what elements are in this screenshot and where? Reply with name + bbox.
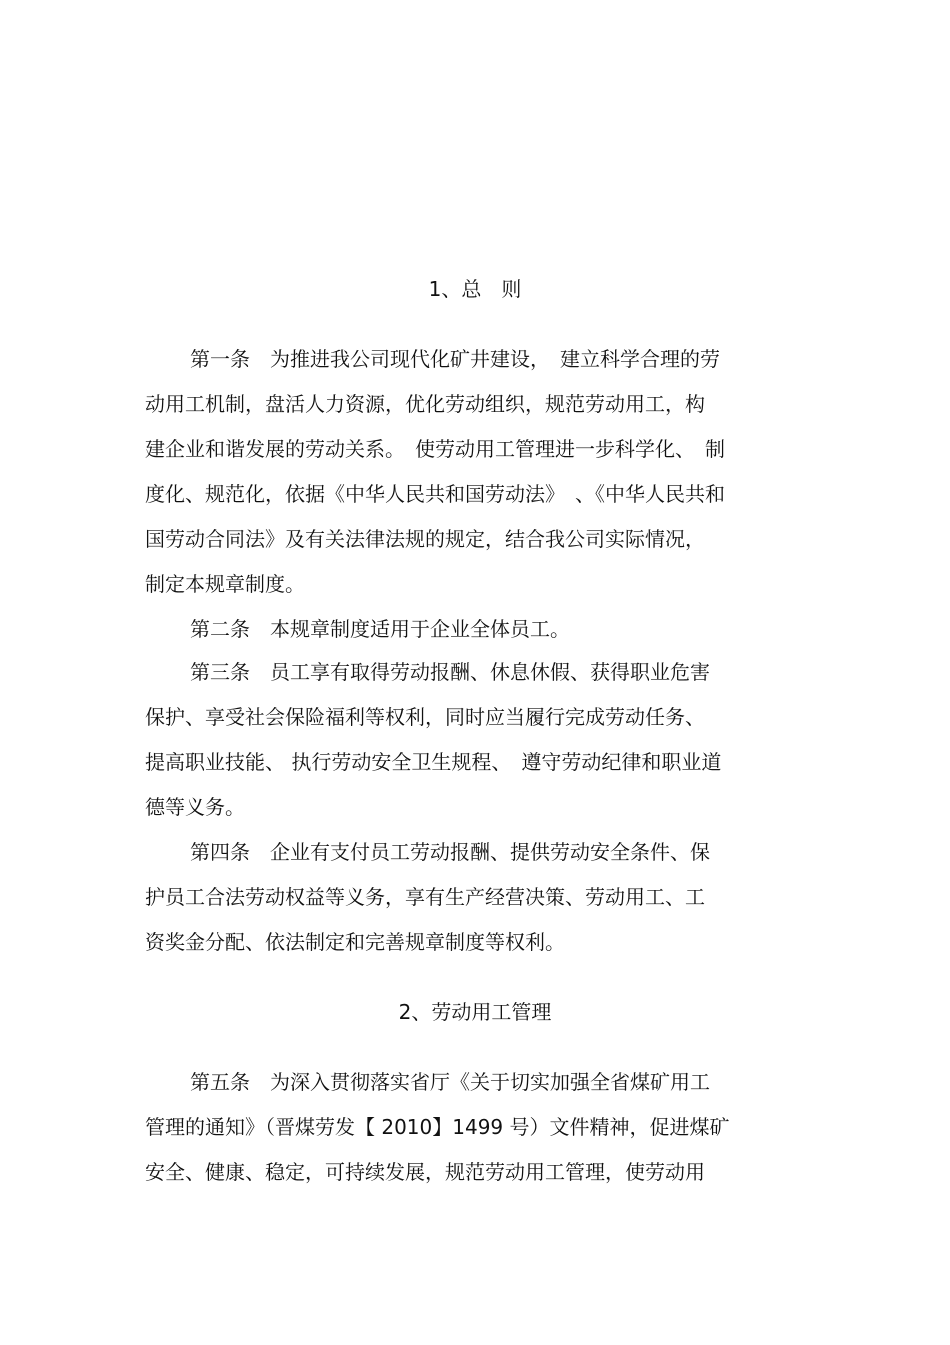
article-3-line-3: 提高职业技能、 执行劳动安全卫生规程、 遵守劳动纪律和职业道	[145, 750, 722, 774]
article-1-line-3: 建企业和谐发展的劳动关系。 使劳动用工管理进一步科学化、 制	[145, 437, 725, 461]
article-1-line-6: 制定本规章制度。	[145, 572, 305, 596]
article-1-line-2: 动用工机制，盘活人力资源，优化劳动组织，规范劳动用工，构	[145, 392, 705, 416]
article-3-line-2: 保护、享受社会保险福利等权利，同时应当履行完成劳动任务、	[145, 705, 705, 729]
article-1-line-1: 第一条 为推进我公司现代化矿井建设， 建立科学合理的劳	[190, 347, 720, 371]
section-2-heading: 2、劳动用工管理	[398, 1000, 552, 1024]
article-1-line-4: 度化、规范化，依据《中华人民共和国劳动法》 、《中华人民共和	[145, 482, 725, 506]
article-1-line-5: 国劳动合同法》及有关法律法规的规定，结合我公司实际情况，	[145, 527, 705, 551]
article-5-line-3: 安全、健康、稳定，可持续发展，规范劳动用工管理，使劳动用	[145, 1160, 705, 1184]
section-1-heading: 1、总 则	[428, 277, 522, 301]
article-2-line-1: 第二条 本规章制度适用于企业全体员工。	[190, 617, 570, 641]
article-5-line-1: 第五条 为深入贯彻落实省厅《关于切实加强全省煤矿用工	[190, 1070, 710, 1094]
article-4-line-3: 资奖金分配、依法制定和完善规章制度等权利。	[145, 930, 565, 954]
article-3-line-1: 第三条 员工享有取得劳动报酬、休息休假、获得职业危害	[190, 660, 710, 684]
article-5-line-2: 管理的通知》（晋煤劳发【 2010】1499 号）文件精神，促进煤矿	[145, 1115, 730, 1139]
article-3-line-4: 德等义务。	[145, 795, 245, 819]
article-4-line-2: 护员工合法劳动权益等义务，享有生产经营决策、劳动用工、工	[145, 885, 705, 909]
article-4-line-1: 第四条 企业有支付员工劳动报酬、提供劳动安全条件、保	[190, 840, 710, 864]
